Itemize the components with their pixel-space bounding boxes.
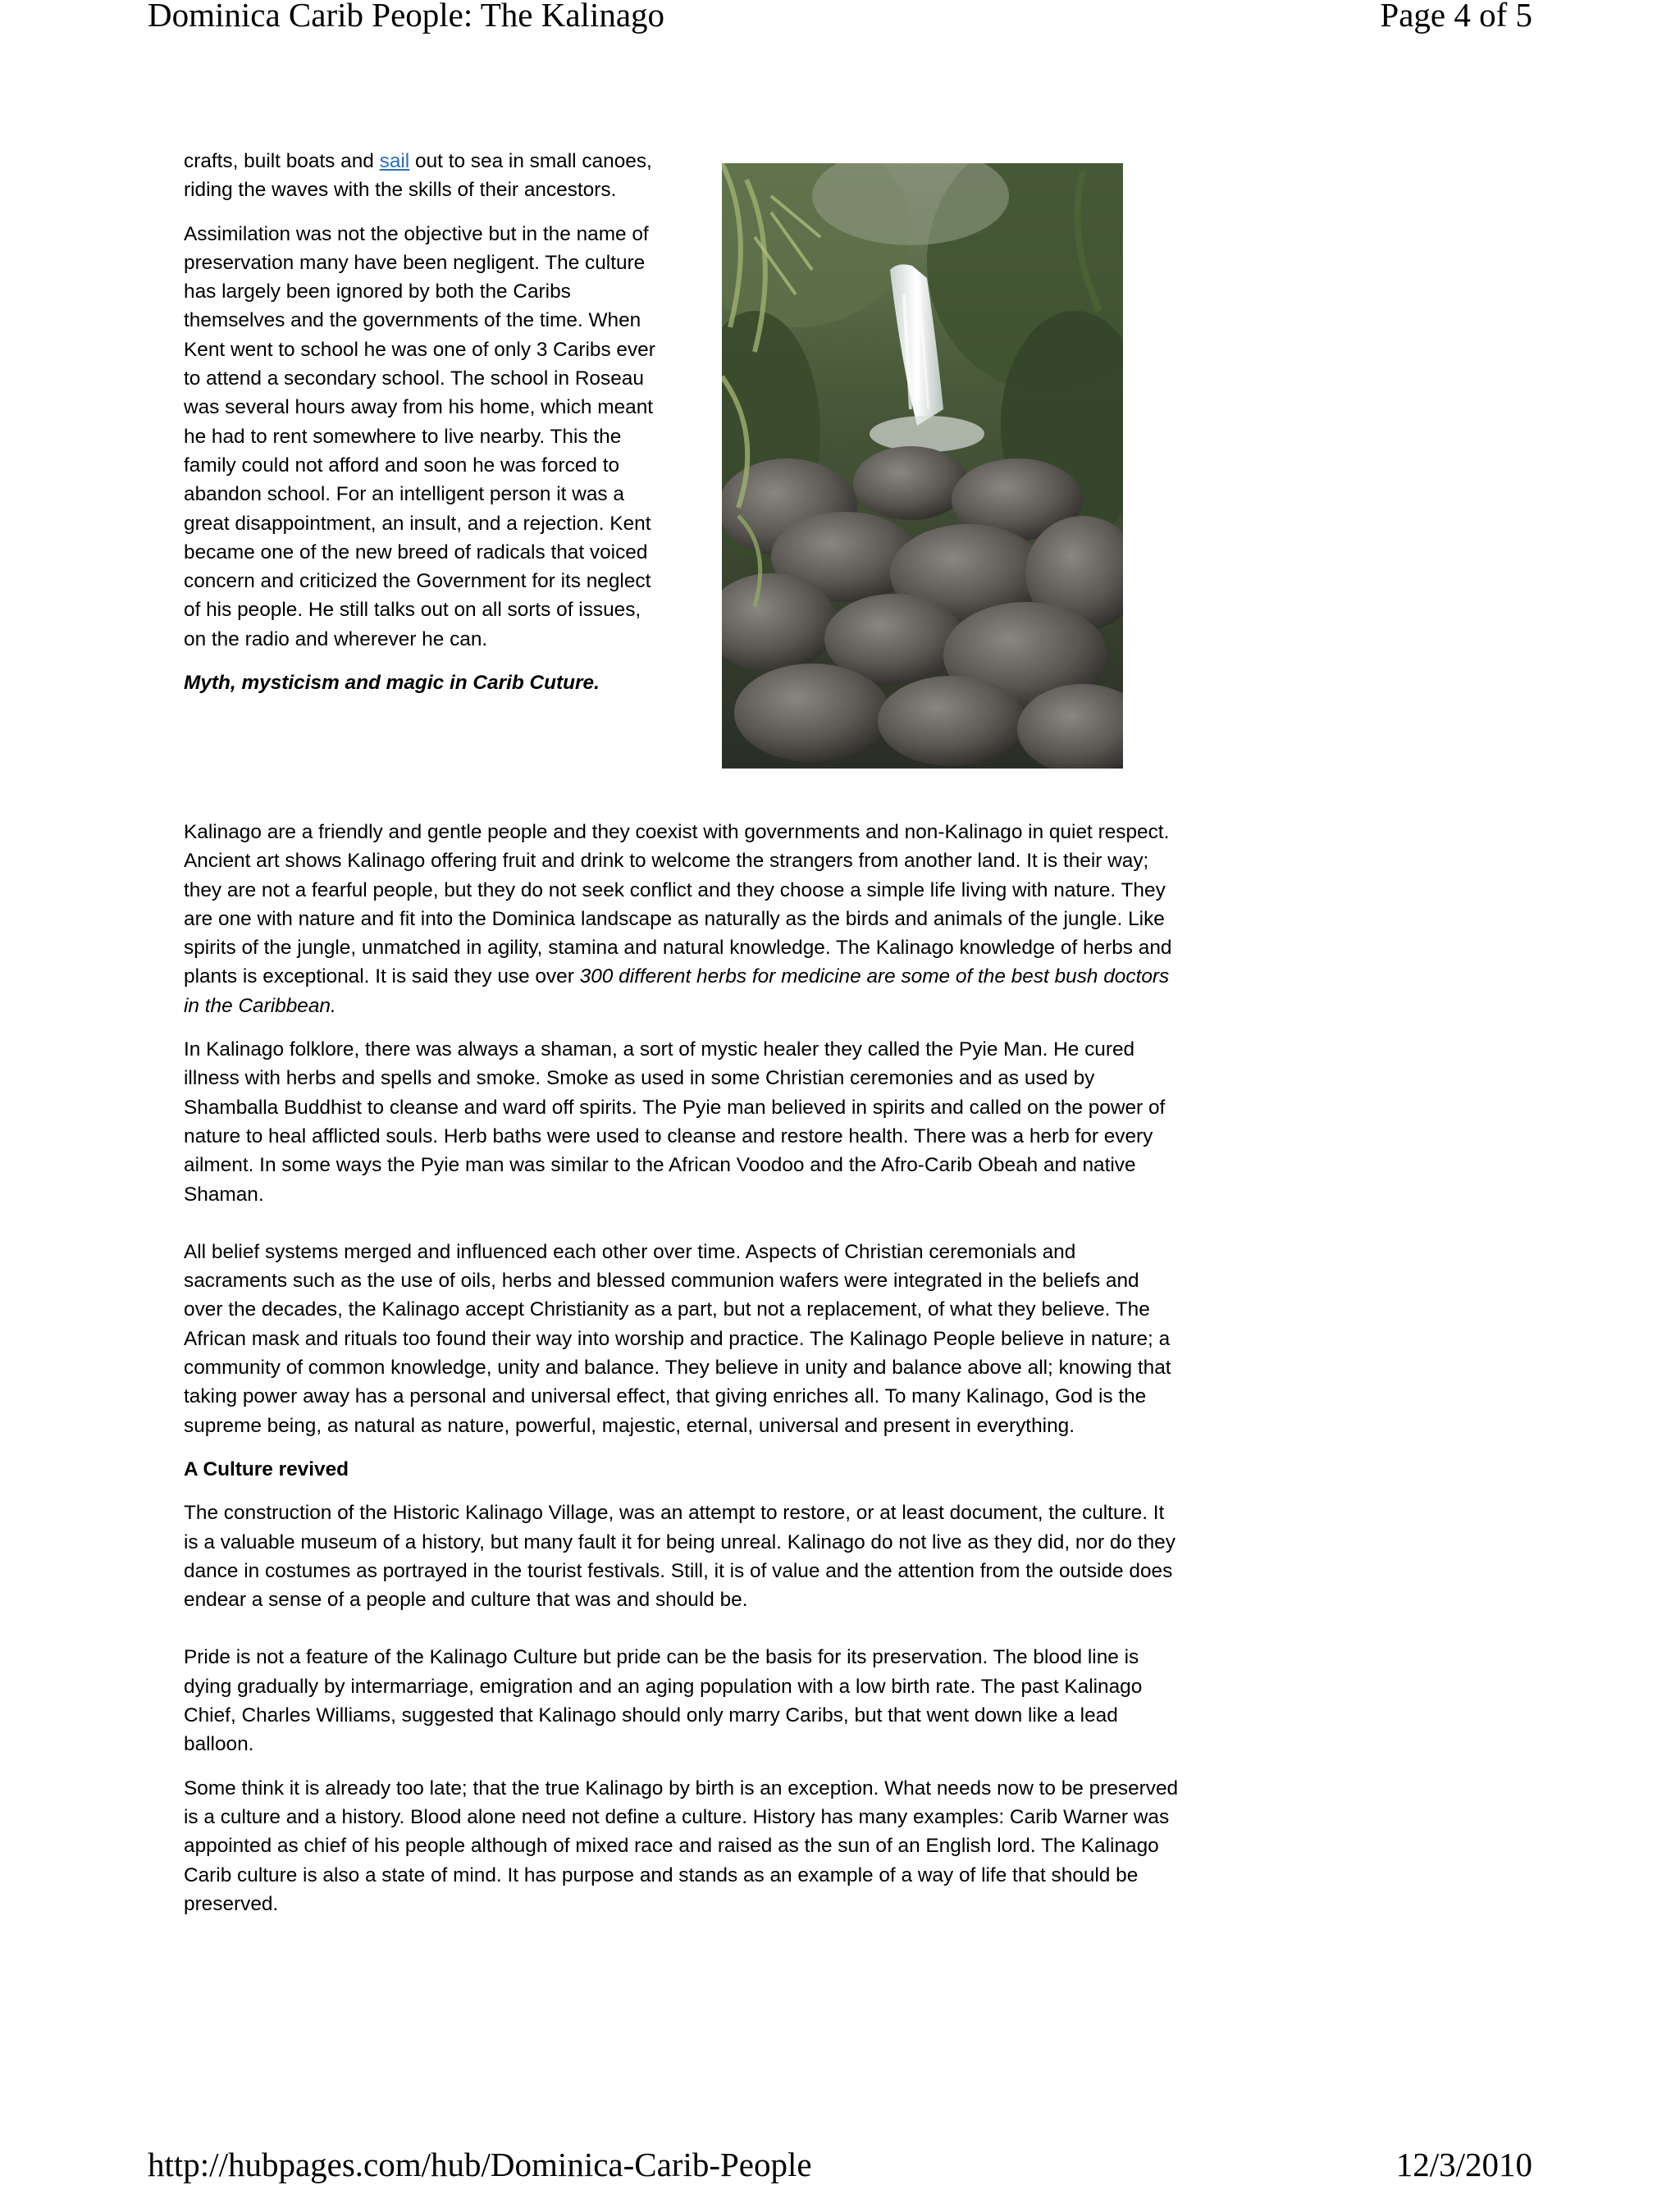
- paragraph-crafts-text-a: crafts, built boats and: [184, 150, 380, 172]
- paragraph-folklore: In Kalinago folklore, there was always a shaman, a sort of mystic healer they called the Pyie Man. He cured illness with herbs and spells and smoke. Smoke as used in some Christian ceremonies and as used by Shamballa Buddhist to cleanse and ward off spirits. The Pyie man believed in spirits and called on the power of nature to heal afflicted souls. Herb baths were used to cleanse and restore health. There was a herb for every ailment. In some ways the Pyie man was similar to the African Voodoo and the Afro-Carib Obeah and native Shaman.: [184, 1038, 1166, 1206]
- main-column: [184, 818, 1180, 1918]
- sail-link[interactable]: sail: [379, 150, 410, 172]
- paragraph-belief-systems: All belief systems merged and influenced each other over time. Aspects of Christian ceremonials and sacraments such as the use of oils, herbs and blessed communion wafers were integrated in the beliefs and over the decades, the Kalinago accept Christianity as a part, but not a replacement, of what they believe. The African mask and rituals too found their way into worship and practice. The Kalinago People believe in nature; a community of common knowledge, unity and balance. They believe in unity and balance above all; knowing that taking power away has a personal and universal effect, that giving enriches all. To many Kalinago, God is the supreme being, as natural as nature, powerful, majestic, eternal, universal and present in everything.: [184, 1240, 1171, 1437]
- paragraph-assimilation: Assimilation was not the objective but in the name of preservation many have been negligent. The culture has largely been ignored by both the Caribs themselves and the governments of the time. When Kent went to school he was one of only 3 Caribs ever to attend a secondary school. The school in Roseau was several hours away from his home, which meant he had to rent somewhere to live nearby. This the family could not afford and soon he was forced to abandon school. For an intelligent person it was a great disappointment, an insult, and a rejection. Kent became one of the new breed of radicals that voiced concern and criticized the Government for its neglect of his people. He still talks out on all sorts of issues, on the radio and wherever he can.: [184, 222, 655, 650]
- paragraph-kalinago-friendly-italic: 300 different herbs for medicine are some of the best bush doctors in the Caribbean.: [184, 965, 1170, 1017]
- left-column: [184, 147, 668, 697]
- paragraph-pride: Pride is not a feature of the Kalinago Culture but pride can be the basis for its preservation. The blood line is dying gradually by intermarriage, emigration and an aging population with a low birth rate. The past Kalinago Chief, Charles Williams, suggested that Kalinago should only marry Caribs, but that went down like a lead balloon.: [184, 1646, 1143, 1756]
- paragraph-too-late: Some think it is already too late; that the true Kalinago by birth is an exception. What needs now to be preserved is a culture and a history. Blood alone need not define a culture. History has many examples: Carib Warner was appointed as chief of his people although of mixed race and raised as the sun of an English lord. The Kalinago Carib culture is also a state of mind. It has purpose and stands as an example of a way of life that should be preserved.: [184, 1777, 1179, 1915]
- footer-url: http://hubpages.com/hub/Dominica-Carib-People: [148, 2145, 812, 2183]
- paragraph-crafts-text-b: out to sea in small canoes, riding the waves with the skills of their ancestors.: [184, 150, 652, 202]
- header-page-number: Page 4 of 5: [1380, 0, 1532, 34]
- section-heading-culture-revived: A Culture revived: [184, 1457, 349, 1480]
- waterfall-image: [722, 163, 1123, 769]
- footer-date: 12/3/2010: [1395, 2145, 1532, 2183]
- section-heading-myth: Myth, mysticism and magic in Carib Cuture.: [184, 672, 600, 695]
- paragraph-kalinago-friendly-text: Kalinago are a friendly and gentle people and they coexist with governments and non-Kalinago in quiet respect. Ancient art shows Kalinago offering fruit and drink to welcome the strangers from another land. It is their way; they are not a fearful people, but they do not seek conflict and they choose a simple life living with nature. They are one with nature and fit into the Dominica landscape as naturally as the birds and animals of the jungle. Like spirits of the jungle, unmatched in agility, stamina and natural knowledge. The Kalinago knowledge of herbs and plants is exceptional. It is said they use over: [184, 821, 1172, 988]
- paragraph-construction: The construction of the Historic Kalinago Village, was an attempt to restore, or at least document, the culture. It is a valuable museum of a history, but many fault it for being unreal. Kalinago do not live as they did, nor do they dance in costumes as portrayed in the tourist festivals. Still, it is of value and the attention from the outside does endear a sense of a people and culture that was and should be.: [184, 1502, 1176, 1612]
- header-title: Dominica Carib People: The Kalinago: [148, 0, 665, 34]
- waterfall-photo: [722, 163, 1123, 769]
- paragraph-crafts: [184, 147, 668, 205]
- paragraph-kalinago-friendly: [184, 818, 1180, 1020]
